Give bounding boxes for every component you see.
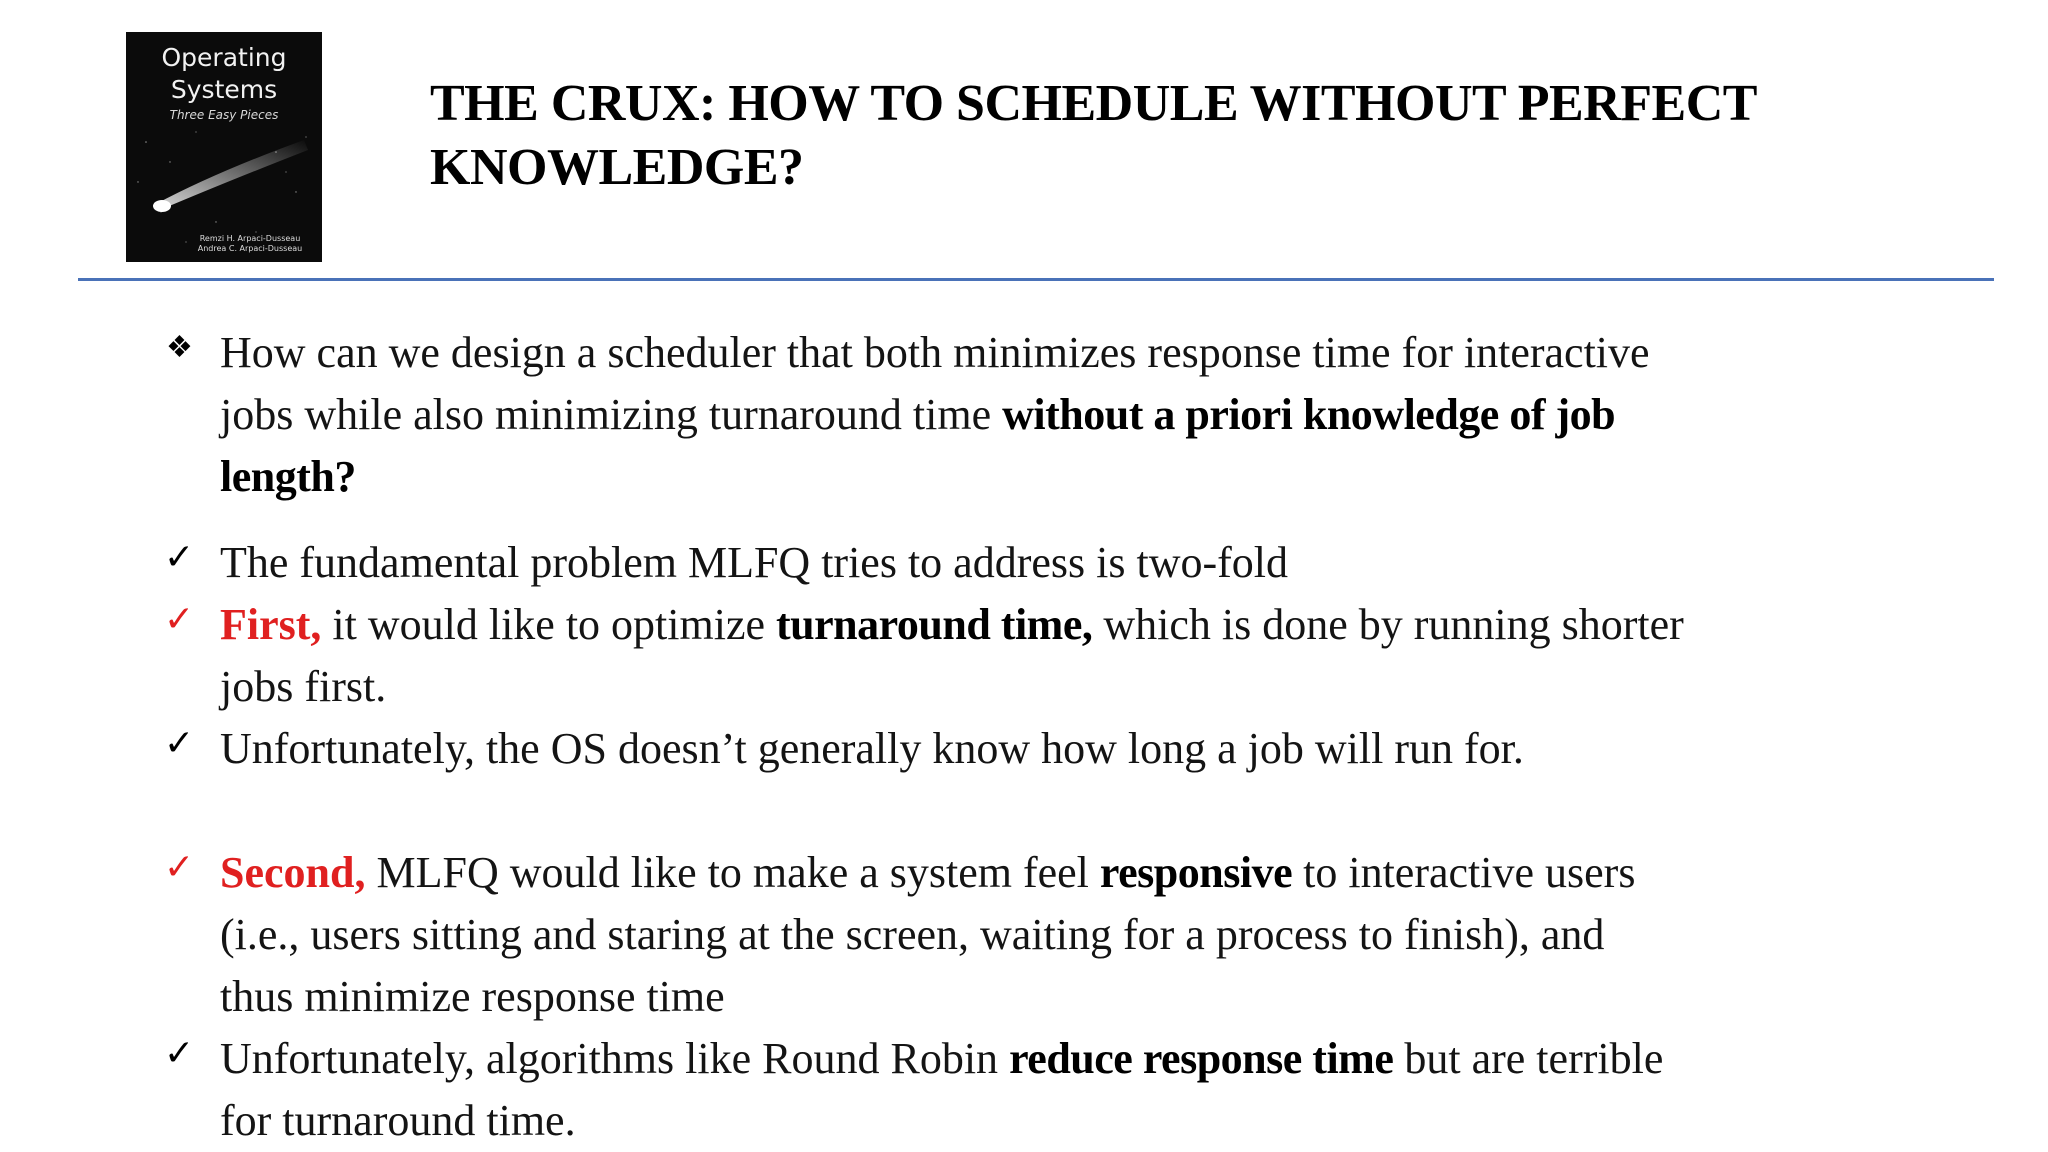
bullet-line: [220, 594, 2000, 656]
bullet-emphasis: responsive: [1099, 848, 1293, 897]
bullet-item: [220, 1028, 2000, 1152]
bullet-text: Unfortunately, algorithms like Round Robin: [220, 1034, 1010, 1083]
title-divider: [78, 278, 1994, 281]
bullet-text: jobs while also minimizing turnaround time: [220, 390, 1003, 439]
bullet-item: [220, 594, 2000, 718]
bullet-text: thus minimize response time: [220, 972, 725, 1021]
check-icon: ✓: [164, 599, 195, 640]
bullet-text: for turnaround time.: [220, 1096, 576, 1145]
bullet-item: [220, 842, 2000, 1028]
bullet-emphasis: length?: [220, 452, 356, 501]
bullet-text: but are terrible: [1393, 1034, 1664, 1083]
bullet-emphasis: turnaround time,: [776, 600, 1093, 649]
bullet-text: it would like to optimize: [321, 600, 777, 649]
bullet-text: which is done by running shorter: [1092, 600, 1684, 649]
slide-title-line-1: THE CRUX: HOW TO SCHEDULE WITHOUT PERFECT: [430, 75, 1757, 132]
bullet-text: MLFQ would like to make a system feel: [365, 848, 1100, 897]
bullet-line: [220, 904, 2000, 966]
bullet-line: [220, 1028, 2000, 1090]
bullet-highlight: First,: [220, 600, 322, 649]
bullet-text: Unfortunately, the OS doesn’t generally know how long a job will run for.: [220, 724, 1524, 773]
bullet-text: The fundamental problem MLFQ tries to address is two-fold: [220, 538, 1289, 587]
bullet-line: [220, 966, 2000, 1028]
bullet-emphasis: reduce response time: [1009, 1034, 1394, 1083]
slide-title: [430, 72, 1990, 200]
bullet-line: [220, 656, 2000, 718]
bullet-line: [220, 1090, 2000, 1152]
bullet-line: [220, 446, 2000, 508]
bullet-line: [220, 532, 2000, 594]
diamond-cluster-icon: ❖: [166, 330, 193, 365]
check-icon: ✓: [164, 1033, 195, 1074]
book-cover-image: [126, 32, 322, 262]
bullet-item: [220, 532, 2000, 594]
bullet-text: How can we design a scheduler that both minimizes response time for interactive: [220, 328, 1650, 377]
bullet-text: (i.e., users sitting and staring at the screen, waiting for a process to finish), and: [220, 910, 1605, 959]
check-icon: ✓: [164, 723, 195, 764]
check-icon: ✓: [164, 537, 195, 578]
cover-title: Operating Systems: [161, 43, 287, 104]
check-icon: ✓: [164, 847, 195, 888]
bullet-text: to interactive users: [1292, 848, 1636, 897]
bullet-line: [220, 384, 2000, 446]
bullet-line: [220, 718, 2000, 780]
bullet-emphasis: without a priori knowledge of job: [1002, 390, 1616, 439]
bullet-item: [220, 322, 2000, 508]
bullet-line: [220, 322, 2000, 384]
bullet-line: [220, 842, 2000, 904]
bullet-item: [220, 718, 2000, 780]
cover-authors: Remzi H. Arpaci-Dusseau Andrea C. Arpaci-Dusseau: [197, 234, 303, 253]
bullet-highlight: Second,: [220, 848, 366, 897]
slide-title-line-2: KNOWLEDGE?: [430, 139, 804, 196]
cover-subtitle: Three Easy Pieces: [169, 108, 279, 122]
bullet-text: jobs first.: [220, 662, 387, 711]
